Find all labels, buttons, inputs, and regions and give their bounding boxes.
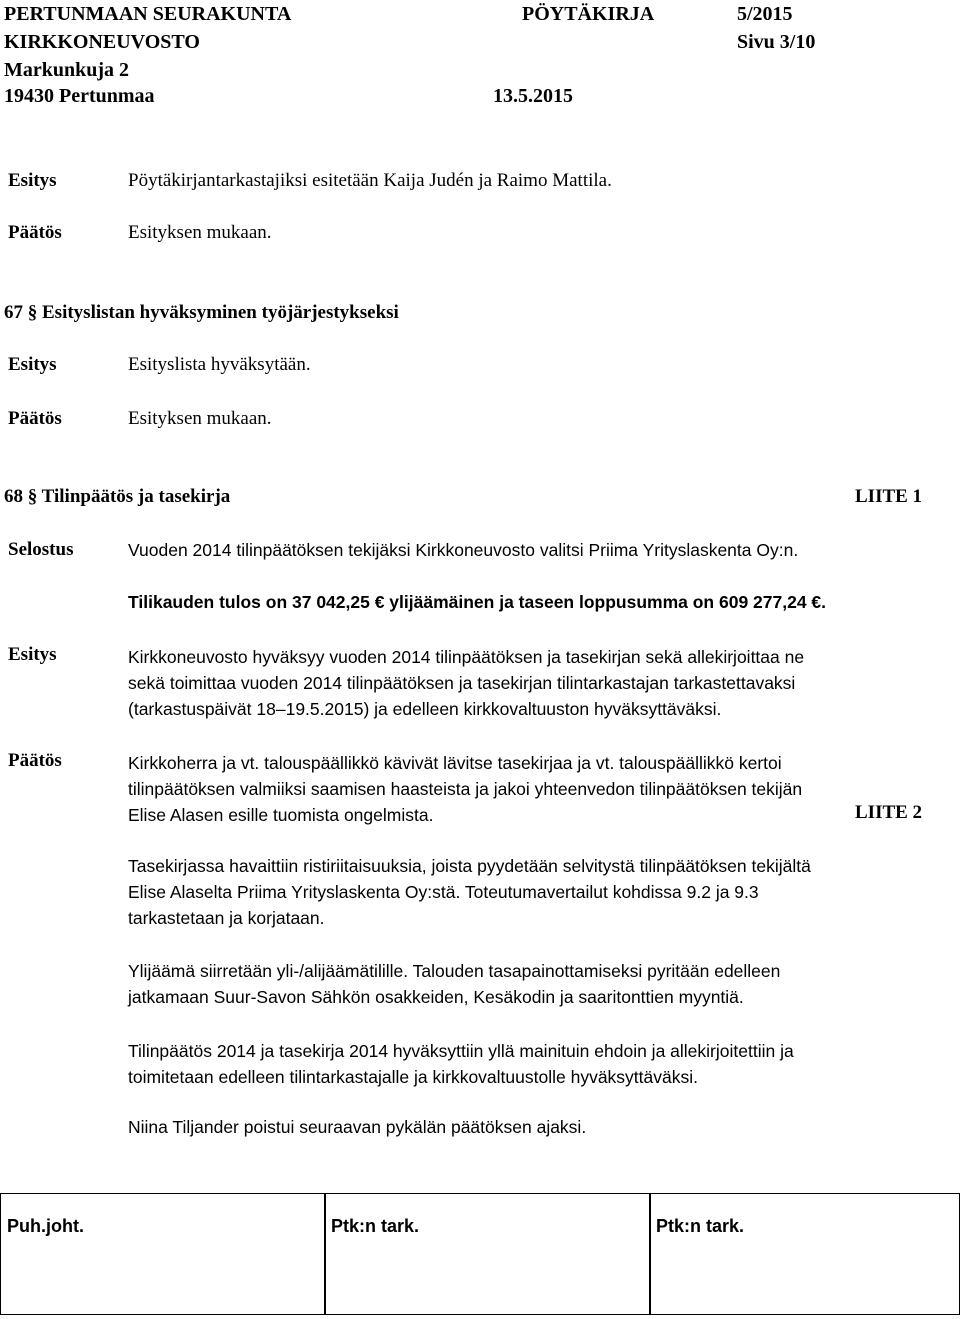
esitys-paragraph (128, 644, 948, 722)
address-line-2: 19430 Pertunmaa (4, 85, 155, 107)
text-line: Tasekirjassa havaittiin ristiriitaisuuksia, joista pyydetään selvitystä tilinpäätöksen tekijältä (128, 856, 811, 876)
esitys-text: Esityslista hyväksytään. (128, 354, 311, 375)
address-line-1: Markunkuja 2 (4, 59, 130, 81)
section-68-heading: 68 § Tilinpäätös ja tasekirja (4, 486, 231, 507)
body-name: KIRKKONEUVOSTO (4, 31, 200, 53)
esitys-text: Pöytäkirjantarkastajiksi esitetään Kaija Judén ja Raimo Mattila. (128, 170, 612, 191)
signature-cell-chair (0, 1193, 326, 1315)
meeting-date: 13.5.2015 (493, 85, 573, 107)
attachment-2: LIITE 2 (855, 802, 923, 823)
paatos-text: Esityksen mukaan. (128, 222, 272, 243)
text-line: jatkamaan Suur-Savon Sähkön osakkeiden, Kesäkodin ja saaritonttien myyntiä. (128, 987, 744, 1007)
text-line: Elise Alaselta Priima Yrityslaskenta Oy:stä. Toteutumavertailut kohdissa 9.2 ja 9.3 (128, 882, 759, 902)
result-text: Tilikauden tulos on 37 042,25 € ylijäämäinen ja taseen loppusumma on 609 277,24 €. (128, 592, 827, 612)
paatos-text: Esityksen mukaan. (128, 408, 272, 429)
attachment-1: LIITE 1 (855, 486, 923, 507)
paatos-label: Päätös (8, 222, 62, 243)
paatos-label: Päätös (8, 408, 62, 429)
paragraph-5: Niina Tiljander poistui seuraavan pykälän päätöksen ajaksi. (128, 1117, 587, 1137)
text-line: tarkastetaan ja korjataan. (128, 908, 325, 928)
paragraph-4 (128, 1038, 948, 1090)
text-line: Tilinpäätös 2014 ja tasekirja 2014 hyväksyttiin yllä mainituin ehdoin ja allekirjoitettiin ja (128, 1041, 794, 1061)
text-line: Ylijäämä siirretään yli-/alijäämätilille. Talouden tasapainottamiseksi pyritään edelleen (128, 961, 781, 981)
selostus-label: Selostus (8, 539, 74, 560)
esitys-label: Esitys (8, 170, 57, 191)
text-line: toimitetaan edelleen tilintarkastajalle ja kirkkovaltuustolle hyväksyttäväksi. (128, 1067, 698, 1087)
text-line: tilinpäätöksen valmiiksi saamisen haasteista ja jakoi yhteenvedon tilinpäätöksen tekijän (128, 779, 803, 799)
doc-type: PÖYTÄKIRJA (522, 3, 655, 25)
paatos-paragraph (128, 750, 948, 828)
signature-label: Ptk:n tark. (331, 1216, 420, 1236)
text-line: Kirkkoneuvosto hyväksyy vuoden 2014 tilinpäätöksen ja tasekirjan sekä allekirjoittaa ne (128, 647, 805, 667)
paatos-label: Päätös (8, 750, 62, 771)
doc-number: 5/2015 (737, 3, 793, 25)
section-67-heading: 67 § Esityslistan hyväksyminen työjärjestykseksi (4, 302, 399, 323)
signature-table (0, 1193, 960, 1313)
text-line: (tarkastuspäivät 18–19.5.2015) ja edelleen kirkkovaltuuston hyväksyttäväksi. (128, 699, 722, 719)
text-line: sekä toimittaa vuoden 2014 tilinpäätöksen ja tasekirjan tilintarkastajan tarkastettavaksi (128, 673, 796, 693)
org-name: PERTUNMAAN SEURAKUNTA (4, 3, 292, 25)
text-line: Elise Alasen esille tuomista ongelmista. (128, 805, 434, 825)
esitys-label: Esitys (8, 644, 57, 665)
signature-cell-examiner-1 (324, 1193, 651, 1315)
signature-label: Puh.joht. (7, 1216, 84, 1236)
esitys-label: Esitys (8, 354, 57, 375)
paragraph-2 (128, 853, 948, 931)
paragraph-3 (128, 958, 948, 1010)
signature-cell-examiner-2 (649, 1193, 960, 1315)
signature-label: Ptk:n tark. (656, 1216, 745, 1236)
text-line: Kirkkoherra ja vt. talouspäällikkö kävivät lävitse tasekirjaa ja vt. talouspäällikkö kertoi (128, 753, 782, 773)
page-number: Sivu 3/10 (737, 31, 816, 53)
selostus-text: Vuoden 2014 tilinpäätöksen tekijäksi Kirkkoneuvosto valitsi Priima Yrityslaskenta Oy:n. (128, 540, 799, 560)
